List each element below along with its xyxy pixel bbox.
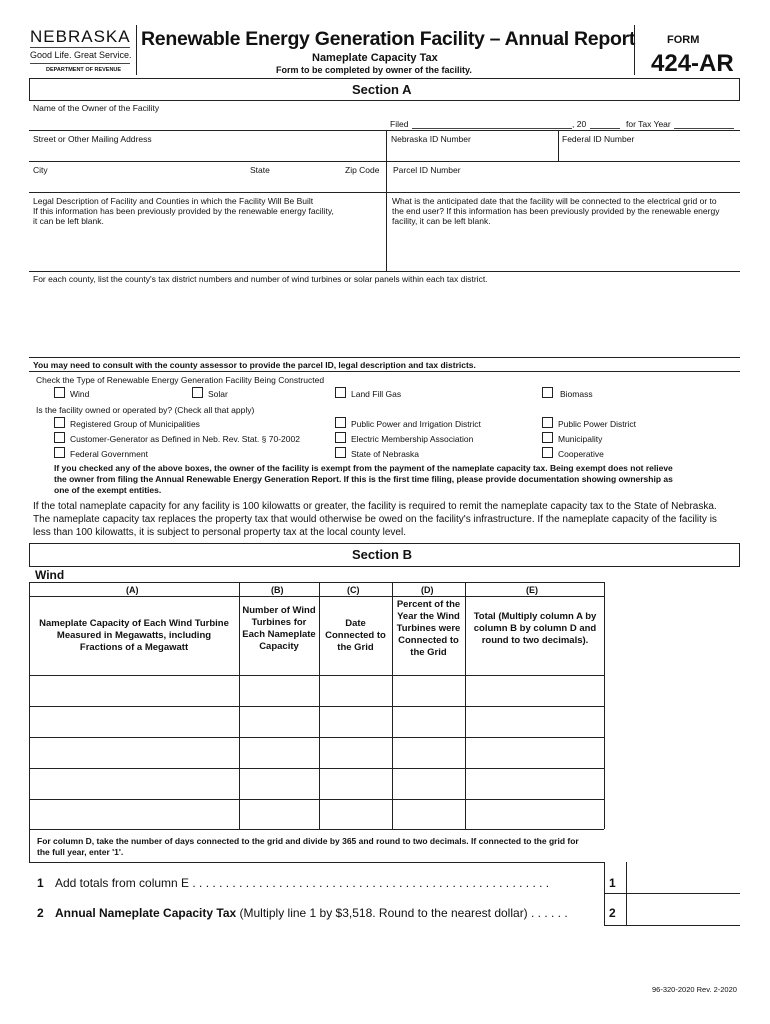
electric-membership-label: Electric Membership Association [351,434,474,444]
section-a-title: Section A [352,82,412,97]
logo-wordmark: NEBRASKA [30,27,131,46]
line1-number: 1 [37,876,44,890]
assessor-note: You may need to consult with the county assessor to provide the parcel ID, legal description and tax districts. [33,360,476,370]
biomass-checkbox[interactable] [542,387,553,398]
solar-checkbox[interactable] [192,387,203,398]
cooperative-label: Cooperative [558,449,604,459]
wind-checkbox[interactable] [54,387,65,398]
state-of-nebraska-label: State of Nebraska [351,449,420,459]
col-b-letter: (B) [271,585,284,595]
public-power-irrigation-checkbox[interactable] [335,417,346,428]
filed-year-field[interactable] [590,128,620,129]
line1-box-label: 1 [609,876,616,890]
line2-rest: (Multiply line 1 by $3,518. Round to the nearest dollar) . . . . . . [239,906,568,920]
customer-generator-checkbox[interactable] [54,432,65,443]
zip-label: Zip Code [345,165,380,175]
col-c-header: Date Connected to the Grid [325,618,386,653]
filed-date-field[interactable] [412,128,572,129]
col-b-header: Number of Wind Turbines for Each Nameplate Capacity [242,605,316,652]
owner-name-label: Name of the Owner of the Facility [33,103,160,113]
table-row[interactable] [30,800,604,829]
public-power-district-label: Public Power District [558,419,636,429]
line2-tax-field[interactable] [627,894,740,925]
col-d-note-1: For column D, take the number of days connected to the grid and divide by 365 and round to two decimals. If connected to the grid for [37,836,579,846]
col-d-header: Percent of the Year the Wind Turbines were Connected to the Grid [396,599,461,658]
wind-option-label: Wind [70,389,90,399]
biomass-option-label: Biomass [560,389,593,399]
table-row[interactable] [30,707,604,737]
federal-government-checkbox[interactable] [54,447,65,458]
municipal-group-checkbox[interactable] [54,417,65,428]
section-b-title: Section B [352,547,412,562]
filed-year-prefix: , 20 [572,119,587,129]
capacity-note-1: If the total nameplate capacity for any facility is 100 kilowatts or greater, the facility is required to remit the nameplate capacity tax to the State of Nebraska. [33,501,717,512]
col-d-note-2: the full year, enter '1'. [37,847,124,857]
line2-text [55,906,568,920]
form-instruction: Form to be completed by owner of the facility. [276,65,472,75]
electric-membership-checkbox[interactable] [335,432,346,443]
legal-desc-note-2: it can be left blank. [33,216,104,226]
county-label: For each county, list the county's tax district numbers and number of wind turbines or solar panels within each tax district. [33,274,488,284]
tax-year-field[interactable] [674,128,734,129]
fed-id-label: Federal ID Number [562,134,635,144]
solar-option-label: Solar [208,389,228,399]
state-label: State [250,165,270,175]
wind-section-label: Wind [35,568,65,582]
federal-government-label: Federal Government [70,449,148,459]
public-power-irrigation-label: Public Power and Irrigation District [351,419,481,429]
capacity-note-3: less than 100 kilowatts, it is subject to personal property tax at the local county level. [33,527,406,538]
col-c-letter: (C) [347,585,360,595]
form-title: Renewable Energy Generation Facility – Annual Report [141,28,636,50]
line2-bold: Annual Nameplate Capacity Tax [55,906,237,920]
logo-department: DEPARTMENT OF REVENUE [46,67,122,73]
filed-label: Filed [390,119,409,129]
date-question-1: What is the anticipated date that the facility will be connected to the electrical grid or to [392,196,717,206]
tax-year-label: for Tax Year [626,119,671,129]
ne-id-label: Nebraska ID Number [391,134,471,144]
owned-by-label: Is the facility owned or operated by? (Check all that apply) [36,405,255,415]
line1-text: Add totals from column E . . . . . . . . . . . . . . . . . . . . . . . . . . . . . . . . . . . . . . . . . . . . . . . . . . . . . . [55,876,550,890]
form-subtitle: Nameplate Capacity Tax [312,52,438,64]
state-of-nebraska-checkbox[interactable] [335,447,346,458]
line1-total-field[interactable] [627,863,740,893]
col-e-header: Total (Multiply column A by column B by column D and round to two decimals). [473,611,597,646]
form-number: 424-AR [651,50,734,77]
date-question-2: the end user? If this information has been previously provided by the renewable energy [392,206,720,216]
customer-generator-label: Customer-Generator as Defined in Neb. Rev. Stat. § 70-2002 [70,434,300,444]
exempt-note-3: one of the exempt entities. [54,485,162,495]
street-label: Street or Other Mailing Address [33,134,152,144]
municipality-checkbox[interactable] [542,432,553,443]
table-row[interactable] [30,769,604,799]
exempt-note-1: If you checked any of the above boxes, the owner of the facility is exempt from the payment of the nameplate capacity tax. Being exempt does not relieve [54,463,673,473]
form-revision-code: 96-320-2020 Rev. 2-2020 [652,985,737,994]
table-row[interactable] [30,738,604,768]
landfill-gas-option-label: Land Fill Gas [351,389,402,399]
public-power-district-checkbox[interactable] [542,417,553,428]
date-question-3: facility, it can be left blank. [392,216,491,226]
form-label: FORM [667,34,700,46]
cooperative-checkbox[interactable] [542,447,553,458]
col-a-header: Nameplate Capacity of Each Wind Turbine Measured in Megawatts, including Fractions of a Megawatt [39,618,229,653]
line2-box-label: 2 [609,906,616,920]
city-label: City [33,165,48,175]
legal-desc-label: Legal Description of Facility and Counties in which the Facility Will Be Built [33,196,314,206]
capacity-note-2: The nameplate capacity tax replaces the property tax that would otherwise be owed on the facility's infrastructure. If the nameplate capacity of the facility is [33,514,717,525]
facility-type-label: Check the Type of Renewable Energy Generation Facility Being Constructed [36,375,325,385]
col-d-letter: (D) [421,585,434,595]
col-e-letter: (E) [526,585,538,595]
municipal-group-label: Registered Group of Municipalities [70,419,200,429]
line2-number: 2 [37,906,44,920]
parcel-label: Parcel ID Number [393,165,461,175]
table-row[interactable] [30,676,604,706]
legal-desc-note-1: If this information has been previously provided by the renewable energy facility, [33,206,334,216]
exempt-note-2: the owner from filing the Annual Renewable Energy Generation Report. If this is the first time filing, please provide documentation showing ownership as [54,474,673,484]
logo-tagline: Good Life. Great Service. [30,50,132,60]
landfill-gas-checkbox[interactable] [335,387,346,398]
col-a-letter: (A) [126,585,139,595]
municipality-label: Municipality [558,434,603,444]
